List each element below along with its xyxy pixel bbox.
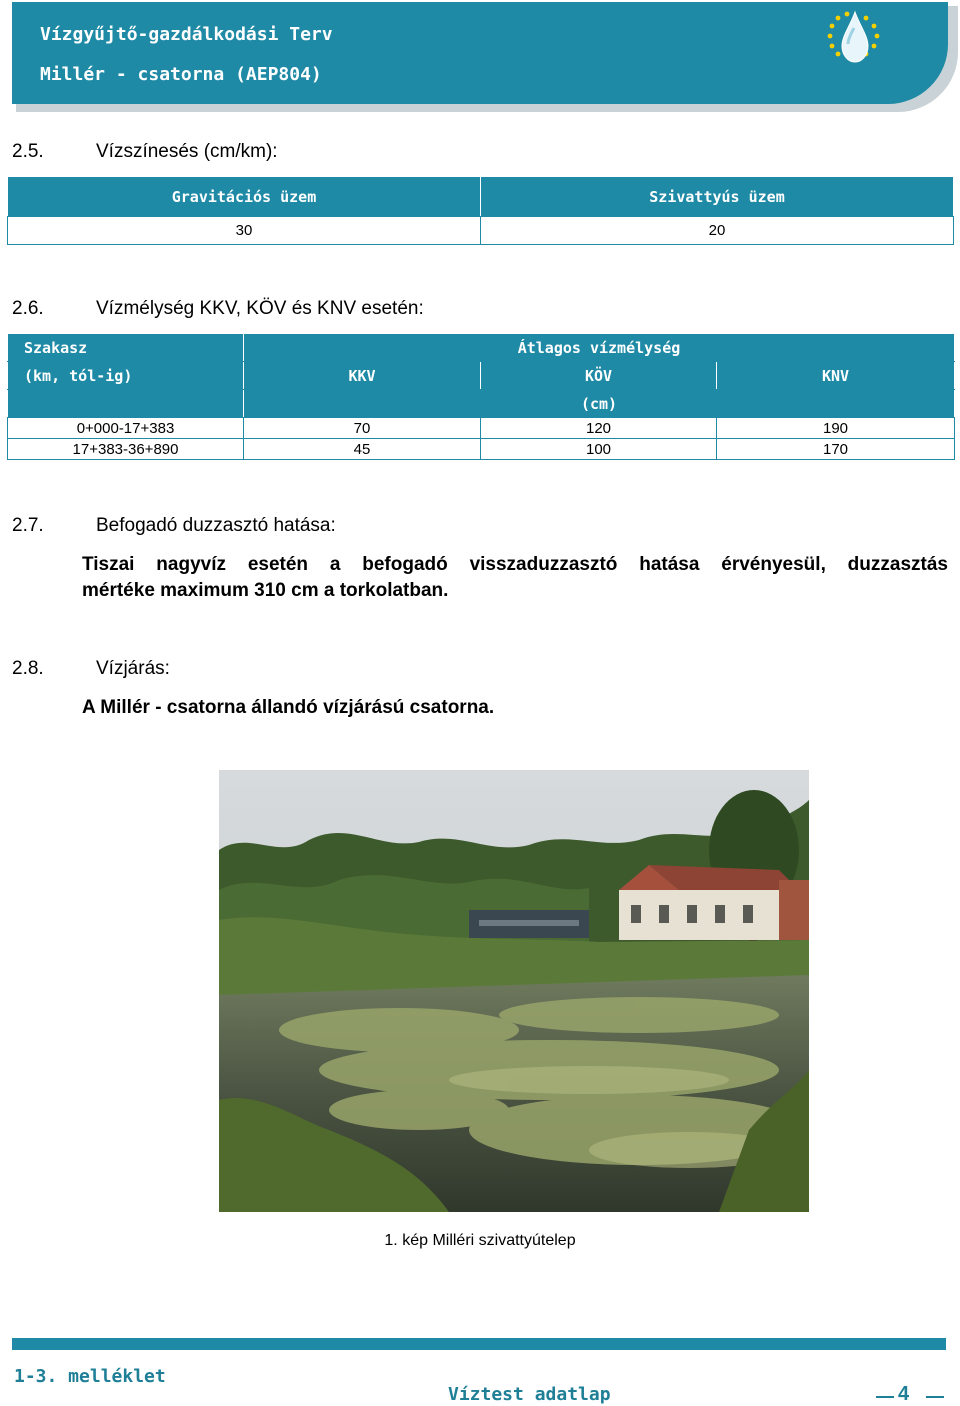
table-cell-gravity-value: 30 (8, 217, 481, 245)
footer-annex-label: 1-3. melléklet (14, 1366, 166, 1387)
table-header-avg-depth: Átlagos vízmélység (244, 334, 955, 362)
page-number: 4 (898, 1383, 910, 1405)
section-2-7-heading (12, 515, 336, 537)
header-title: Vízgyűjtő-gazdálkodási Terv (40, 24, 333, 45)
table-header-unit: (cm) (244, 390, 955, 418)
section-title: Vízmélység KKV, KÖV és KNV esetén: (96, 298, 424, 319)
section-2-5-heading (12, 141, 278, 163)
page-number-dash-right (926, 1396, 944, 1398)
footer-bar (12, 1338, 946, 1350)
footer-document-title: Víztest adatlap (448, 1384, 611, 1405)
table-row (8, 439, 955, 460)
backwater-text-line1: Tiszai nagyvíz esetén a befogadó visszaduzzasztó hatása érvényesül, duzzasztás (82, 554, 948, 575)
table-header-gravity: Gravitációs üzem (8, 177, 481, 217)
slope-table (7, 176, 954, 245)
table-cell-kov: 100 (481, 439, 717, 460)
table-cell-section: 17+383-36+890 (8, 439, 244, 460)
depth-table (7, 333, 955, 460)
page-number-dash-left (876, 1396, 894, 1398)
header-subtitle: Millér - csatorna (AEP804) (40, 64, 322, 85)
section-number: 2.8. (12, 658, 44, 679)
photo-caption: 1. kép Milléri szivattyútelep (384, 1232, 576, 1249)
table-cell-knv: 170 (717, 439, 955, 460)
section-title: Vízjárás: (96, 658, 170, 679)
table-header-pump: Szivattyús üzem (481, 177, 954, 217)
table-row (8, 418, 955, 439)
table-cell-section: 0+000-17+383 (8, 418, 244, 439)
section-title: Vízszínesés (cm/km): (96, 141, 278, 162)
pumping-station-photo (219, 770, 809, 1212)
section-title: Befogadó duzzasztó hatása: (96, 515, 336, 536)
table-cell-knv: 190 (717, 418, 955, 439)
table-header-kov: KÖV (481, 362, 717, 390)
section-2-6-heading (12, 298, 424, 320)
table-header-empty (8, 390, 244, 418)
table-cell-kkv: 70 (244, 418, 481, 439)
page-header (12, 2, 948, 104)
table-header-knv: KNV (717, 362, 955, 390)
table-header-section: Szakasz (8, 334, 244, 362)
table-header-kkv: KKV (244, 362, 481, 390)
water-regime-text: A Millér - csatorna állandó vízjárású csatorna. (82, 697, 495, 718)
section-number: 2.6. (12, 298, 44, 319)
section-2-8-heading (12, 658, 170, 680)
section-number: 2.5. (12, 141, 44, 162)
table-cell-pump-value: 20 (481, 217, 954, 245)
table-cell-kov: 120 (481, 418, 717, 439)
table-cell-kkv: 45 (244, 439, 481, 460)
eu-water-drop-logo-icon (812, 8, 892, 68)
section-number: 2.7. (12, 515, 44, 536)
backwater-text-line2: mértéke maximum 310 cm a torkolatban. (82, 580, 449, 601)
table-header-section-range: (km, tól-ig) (8, 362, 244, 390)
